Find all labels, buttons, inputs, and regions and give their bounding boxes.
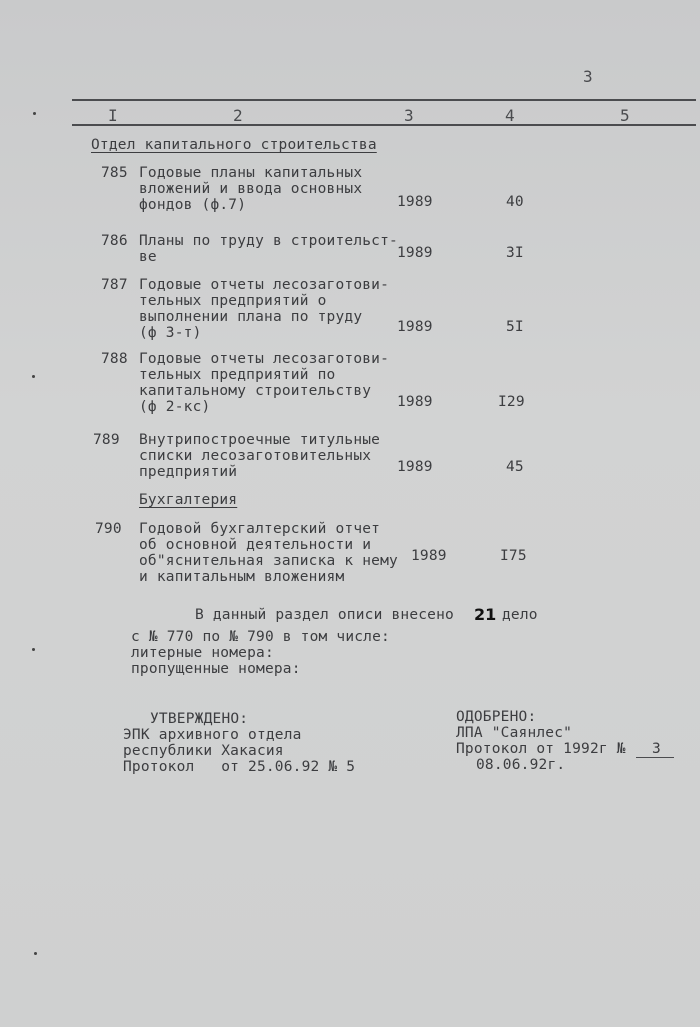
summary-line-4: пропущенные номера: xyxy=(131,661,301,677)
approved-title: УТВЕРЖДЕНО: xyxy=(150,711,249,727)
entry-sheet-count: 45 xyxy=(506,459,524,475)
summary-line-3: литерные номера: xyxy=(131,645,274,661)
entry-sheet-count: I29 xyxy=(498,394,525,410)
entry-title-line: тельных предприятий по xyxy=(139,367,336,383)
entry-year: 1989 xyxy=(397,245,433,261)
entry-sheet-count: 3I xyxy=(506,245,524,261)
table-top-rule xyxy=(72,99,696,101)
entry-title-line: ве xyxy=(139,249,157,265)
column-header-2: 2 xyxy=(233,106,243,125)
entry-title-line: предприятий xyxy=(139,464,238,480)
entry-sheet-count: 40 xyxy=(506,194,524,210)
agreed-number-underline xyxy=(636,757,674,758)
agreed-protocol-number: 3 xyxy=(652,741,661,757)
agreed-line: ЛПА "Саянлес" xyxy=(456,725,573,741)
entry-title-line: Годовые планы капитальных xyxy=(139,165,363,181)
entry-number: 787 xyxy=(101,277,128,293)
entry-number: 788 xyxy=(101,351,128,367)
entry-title-line: тельных предприятий о xyxy=(139,293,327,309)
entry-year: 1989 xyxy=(397,459,433,475)
agreed-line: Протокол от 1992г № xyxy=(456,741,626,757)
entry-number: 789 xyxy=(93,432,120,448)
entry-year: 1989 xyxy=(397,194,433,210)
entry-title-line: Внутрипостроечные титульные xyxy=(139,432,381,448)
table-header-rule xyxy=(72,124,696,126)
margin-speck xyxy=(32,648,35,651)
entry-year: 1989 xyxy=(411,548,447,564)
section-title-construction: Отдел капитального строительства xyxy=(91,137,377,153)
approved-line: республики Хакасия xyxy=(123,743,284,759)
entry-title-line: и капитальным вложениям xyxy=(139,569,345,585)
summary-handwritten-count: 21 xyxy=(474,605,497,624)
margin-speck xyxy=(33,112,36,115)
entry-sheet-count: 5I xyxy=(506,319,524,335)
entry-year: 1989 xyxy=(397,394,433,410)
entry-title-line: капитальному строительству xyxy=(139,383,372,399)
entry-title-line: (ф 2-кс) xyxy=(139,399,211,415)
agreed-line: 08.06.92г. xyxy=(476,757,566,773)
page-number: 3 xyxy=(583,67,593,86)
entry-title-line: Годовые отчеты лесозаготови- xyxy=(139,277,390,293)
entry-title-line: списки лесозаготовительных xyxy=(139,448,372,464)
summary-line-2: с № 770 по № 790 в том числе: xyxy=(131,629,390,645)
entry-sheet-count: I75 xyxy=(500,548,527,564)
entry-number: 786 xyxy=(101,233,128,249)
column-header-1: I xyxy=(108,106,118,125)
entry-number: 785 xyxy=(101,165,128,181)
entry-number: 790 xyxy=(95,521,122,537)
entry-year: 1989 xyxy=(397,319,433,335)
entry-title-line: Планы по труду в строительст- xyxy=(139,233,398,249)
section-title-accounting: Бухгалтерия xyxy=(139,492,238,508)
approved-line: Протокол от 25.06.92 № 5 xyxy=(123,759,356,775)
entry-title-line: (ф 3-т) xyxy=(139,325,202,341)
summary-line-1: В данный раздел описи внесено xyxy=(195,607,454,623)
margin-speck xyxy=(34,952,37,955)
column-header-4: 4 xyxy=(505,106,515,125)
entry-title-line: Годовой бухгалтерский отчет xyxy=(139,521,381,537)
entry-title-line: выполнении плана по труду xyxy=(139,309,363,325)
entry-title-line: фондов (ф.7) xyxy=(139,197,247,213)
approved-line: ЭПК архивного отдела xyxy=(123,727,302,743)
entry-title-line: об"яснительная записка к нему xyxy=(139,553,398,569)
margin-speck xyxy=(32,375,35,378)
column-header-5: 5 xyxy=(620,106,630,125)
entry-title-line: вложений и ввода основных xyxy=(139,181,363,197)
agreed-title: ОДОБРЕНО: xyxy=(456,709,537,725)
column-header-3: 3 xyxy=(404,106,414,125)
summary-line-1-suffix: дело xyxy=(502,607,538,623)
entry-title-line: Годовые отчеты лесозаготови- xyxy=(139,351,390,367)
entry-title-line: об основной деятельности и xyxy=(139,537,372,553)
